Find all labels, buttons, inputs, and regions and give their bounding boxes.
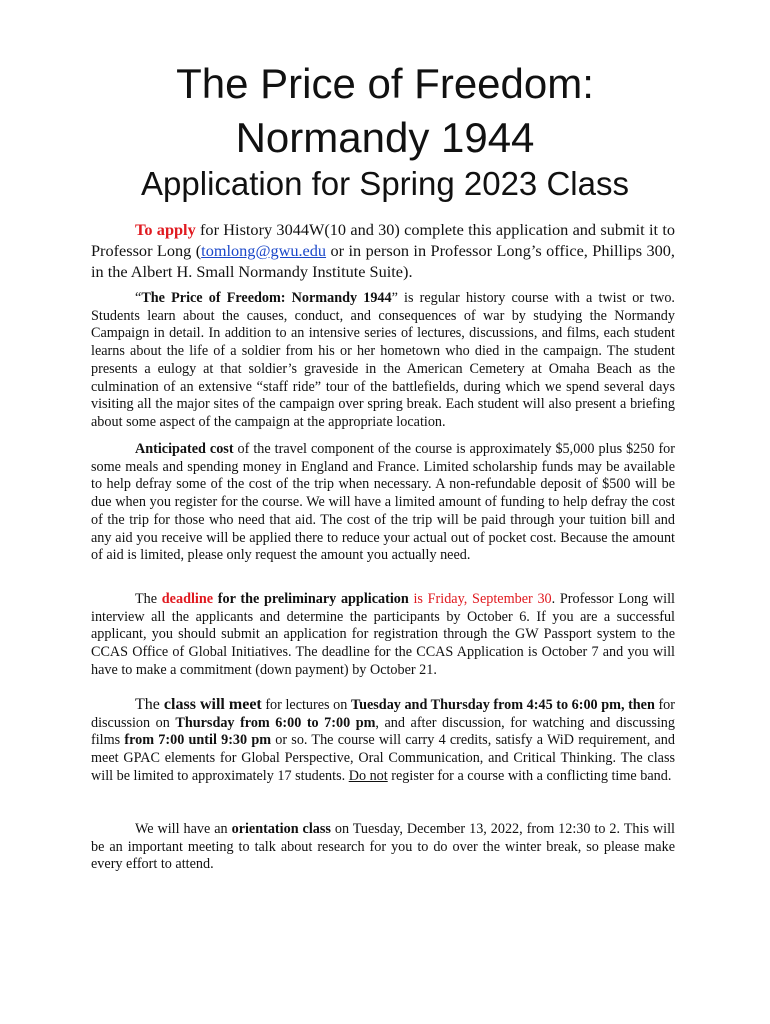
deadline-the: The <box>135 591 162 607</box>
deadline-word: deadline <box>161 591 214 607</box>
schedule-paragraph <box>91 696 675 786</box>
email-link[interactable]: tomlong@gwu.edu <box>201 241 327 260</box>
to-apply-label: To apply <box>135 220 196 239</box>
course-name: The Price of Freedom: Normandy 1944 <box>141 290 392 306</box>
do-not-warning: Do not <box>348 767 388 784</box>
schedule-text-1: for lectures on <box>261 697 351 713</box>
intro-text-2: or in person in Professor Long’s office, Phillips 300, in the Albert H. Small Normandy Institute Suite). <box>91 241 675 281</box>
course-description-paragraph <box>91 290 675 432</box>
class-will-meet: class will meet <box>163 696 262 713</box>
discussion-times: Thursday from 6:00 to 7:00 pm <box>175 714 376 731</box>
orientation-class: orientation class <box>231 821 331 837</box>
orientation-paragraph <box>91 821 675 874</box>
schedule-text-2: for discussion on <box>91 697 676 731</box>
lecture-times: Tuesday and Thursday from 4:45 to 6:00 pm, then <box>350 697 655 713</box>
course-description-text: ” is regular history course with a twist or two. Students learn about the causes, conduct, and consequences of war by studying the Normandy Campaign in detail. In addition to an intensive series of lectures, discussions, and films, each student learns about the life of a soldier from his or her hometown who died in the campaign. The student presents a eulogy at that soldier’s graveside in the American Cemetery at Omaha Beach as the culmination of an extensive “staff ride” tour of the battlefields, during which we spend several days visiting all the major sites of the campaign over spring break. Each student will also present a briefing about some aspect of the campaign at the appropriate location. <box>91 290 675 430</box>
intro-text-1: for History 3044W(10 and 30) complete this application and submit it to Professor Long ( <box>91 220 675 260</box>
deadline-text: . Professor Long will interview all the applicants and determine the participants by October 6. If you are a successful applicant, you should submit an application for registration through the GW Passport system to the CCAS Office of Global Initiatives. The deadline for the CCAS Application is October 7 and you will have to make a commitment (down payment) by October 21. <box>91 591 675 678</box>
schedule-text-5: register for a course with a conflicting time band. <box>387 767 672 784</box>
film-times: from 7:00 until 9:30 pm <box>124 732 272 749</box>
schedule-the: The <box>135 696 164 713</box>
page-title-line2: Normandy 1944 <box>235 114 535 161</box>
deadline-bold: for the preliminary application <box>213 591 409 607</box>
cost-text: of the travel component of the course is approximately $5,000 plus $250 for some meals and spending money in England and France. Limited scholarship funds may be available to help defray some of the cost of the trip when necessary. A non-refundable deposit of $500 will be due when you register for the course. We will have a limited amount of funding to help defray the cost of the trip for those who need that aid. The cost of the trip will be paid through your tuition bill and any aid you receive will be applied there to reduce your actual out of pocket cost. Because the amount of aid is limited, please only request the amount you actually need. <box>91 441 675 564</box>
quote-open: “ <box>135 290 142 306</box>
schedule-text-3: , and after discussion, for watching and discussing films <box>91 714 675 749</box>
cost-label: Anticipated cost <box>135 441 234 457</box>
deadline-date: is Friday, September 30 <box>408 591 552 607</box>
orientation-text-1: We will have an <box>135 821 232 837</box>
orientation-text-2: on Tuesday, December 13, 2022, from 12:30 to 2. This will be an important meeting to talk about research for you to do over the winter break, so please make every effort to attend. <box>91 821 675 873</box>
deadline-paragraph <box>91 591 675 680</box>
cost-paragraph <box>91 441 675 565</box>
intro-paragraph <box>91 219 675 282</box>
page-subtitle: Application for Spring 2023 Class <box>141 165 629 202</box>
schedule-text-4: or so. The course will carry 4 credits, satisfy a WiD requirement, and meet GPAC elements for Global Perspective, Oral Communication, and Critical Thinking. The class will be limited to approximately 17 students. <box>91 732 675 784</box>
page-title-line1: The Price of Freedom: <box>176 60 594 107</box>
